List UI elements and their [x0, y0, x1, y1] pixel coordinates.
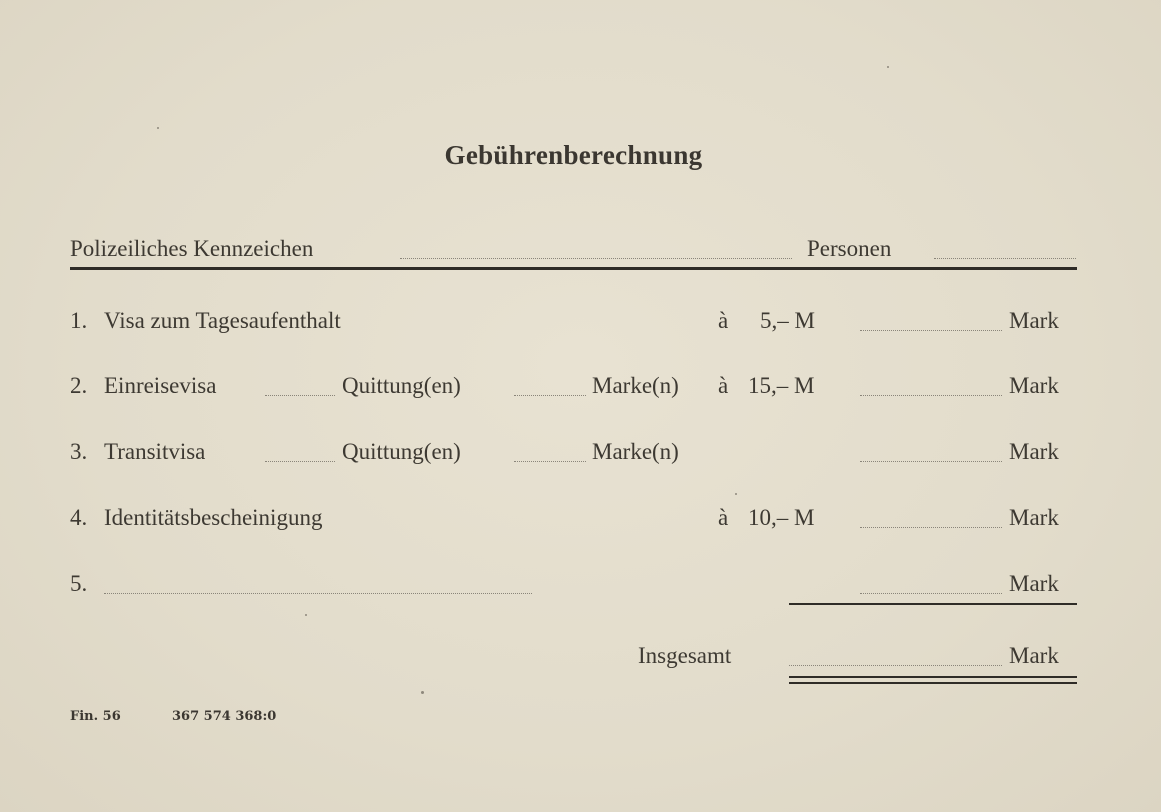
row-2-number: 2. [70, 373, 88, 398]
row-3-quittung-field[interactable] [514, 461, 586, 462]
total-rule-bottom [789, 682, 1077, 684]
row-1-label: Visa zum Tagesaufenthalt [104, 308, 341, 333]
row-2-count-field[interactable] [265, 395, 335, 396]
total-amount-field[interactable] [789, 665, 1002, 666]
total-rule-top [789, 676, 1077, 678]
paper-speck [421, 691, 424, 694]
row-3-label: Transitvisa [104, 439, 206, 464]
kennzeichen-label: Polizeiliches Kennzeichen [70, 236, 314, 261]
row-2-quittung-field[interactable] [514, 395, 586, 396]
row-3-number: 3. [70, 439, 88, 464]
row-2-unit: Mark [1009, 373, 1059, 398]
row-3-unit: Mark [1009, 439, 1059, 464]
row-1-rate: 5,– M [760, 308, 815, 333]
form-title: Gebührenberechnung [444, 140, 703, 170]
kennzeichen-field[interactable] [400, 258, 792, 259]
row-4-rate: 10,– M [748, 505, 815, 530]
paper-speck [735, 493, 737, 495]
row-2-amount-field[interactable] [860, 395, 1002, 396]
row-2-quittung: Quittung(en) [342, 373, 461, 398]
row-3-marke: Marke(n) [592, 439, 679, 464]
row-1-amount-field[interactable] [860, 330, 1002, 331]
row-5-unit: Mark [1009, 571, 1059, 596]
row-1-unit: Mark [1009, 308, 1059, 333]
header-rule [70, 267, 1077, 270]
row-3-count-field[interactable] [265, 461, 335, 462]
row-2-rate-prefix: à [718, 373, 729, 398]
row-4-unit: Mark [1009, 505, 1059, 530]
row-4-number: 4. [70, 505, 88, 530]
total-unit: Mark [1009, 643, 1059, 668]
row-5-amount-field[interactable] [860, 593, 1002, 594]
row-2-label: Einreisevisa [104, 373, 217, 398]
print-number: 367 574 368:0 [172, 709, 277, 724]
row-5-description-field[interactable] [104, 593, 532, 594]
row-4-amount-field[interactable] [860, 527, 1002, 528]
personen-label: Personen [807, 236, 892, 261]
total-label: Insgesamt [638, 643, 732, 668]
row-1-rate-prefix: à [718, 308, 729, 333]
paper-speck [305, 614, 307, 616]
personen-field[interactable] [934, 258, 1076, 259]
subtotal-rule [789, 603, 1077, 605]
row-2-rate: 15,– M [748, 373, 815, 398]
row-2-marke: Marke(n) [592, 373, 679, 398]
row-1-number: 1. [70, 308, 88, 333]
row-3-amount-field[interactable] [860, 461, 1002, 462]
paper-speck [157, 127, 159, 129]
row-4-label: Identitätsbescheinigung [104, 505, 323, 530]
row-3-quittung: Quittung(en) [342, 439, 461, 464]
row-4-rate-prefix: à [718, 505, 729, 530]
paper-speck [887, 66, 889, 68]
form-code: Fin. 56 [70, 709, 121, 724]
row-5-number: 5. [70, 571, 88, 596]
